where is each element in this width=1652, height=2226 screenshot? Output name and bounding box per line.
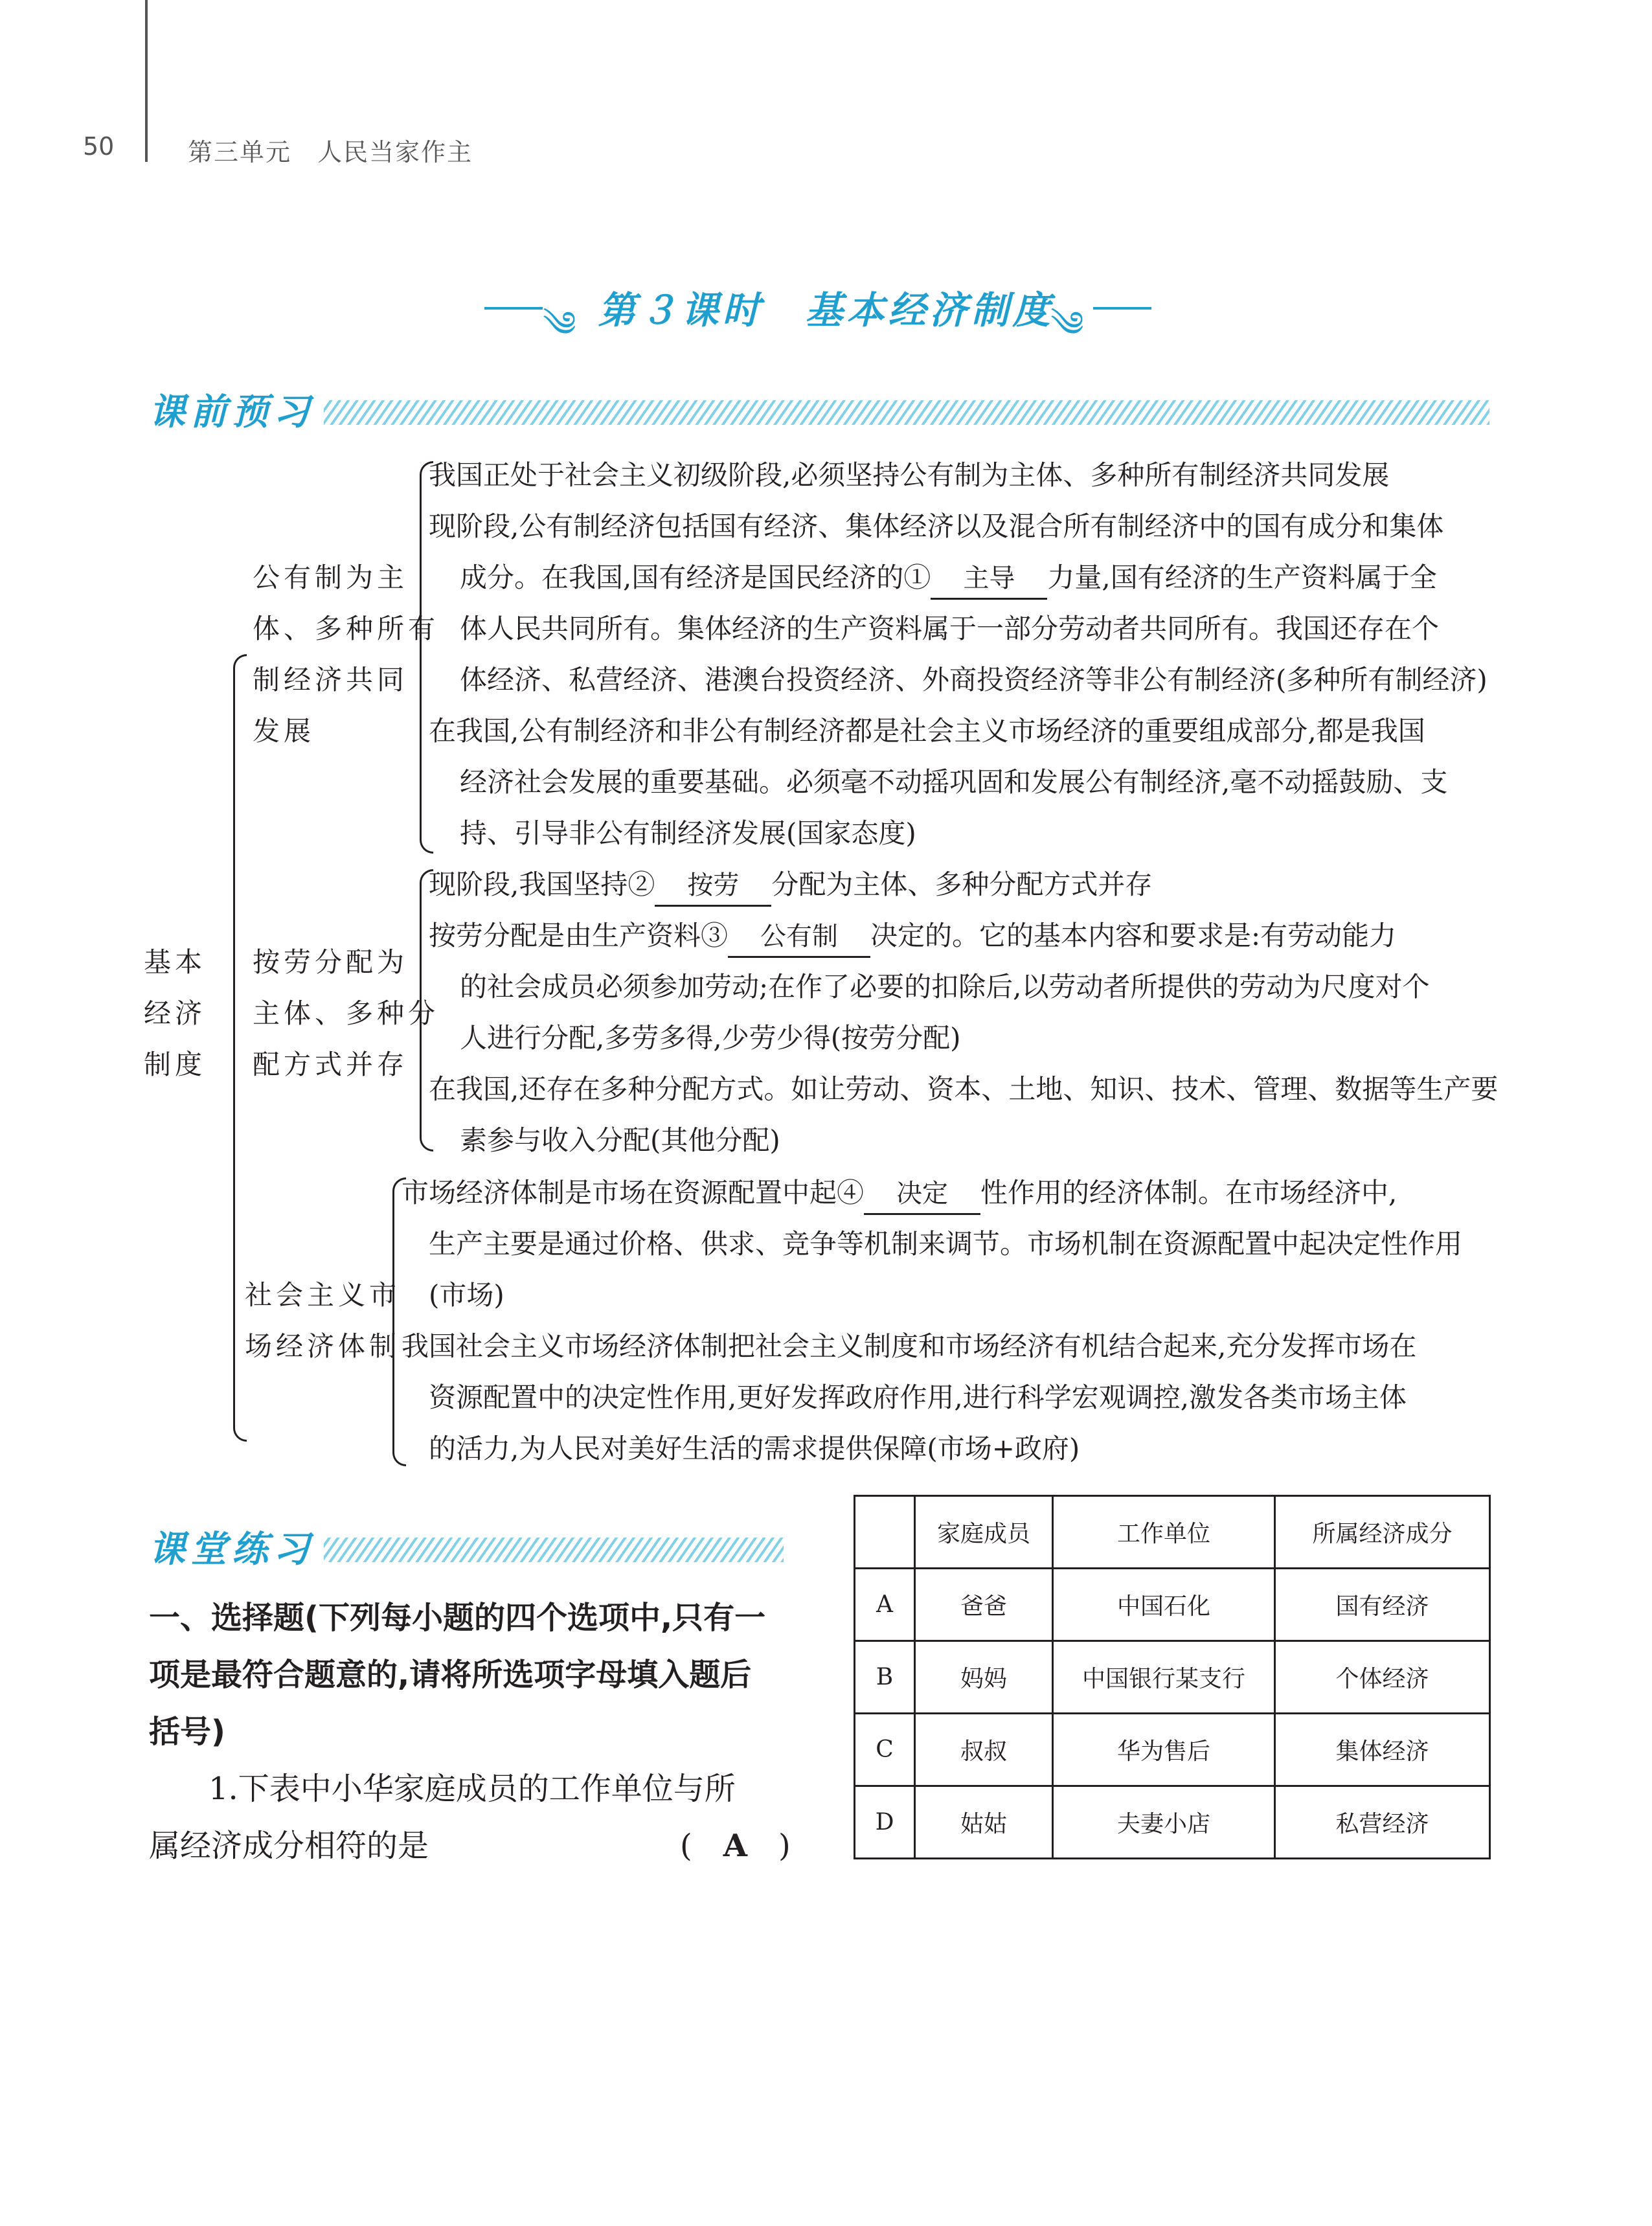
blank-4: 决定 xyxy=(864,1174,980,1215)
table-cell: 妈妈 xyxy=(915,1641,1053,1714)
branch1-label: 公有制为主 体、多种所有 制经济共同 发展 xyxy=(253,562,440,747)
branch1-line-6: 在我国,公有制经济和非公有制经济都是社会主义市场经济的重要组成部分,都是我国 xyxy=(429,715,1425,747)
branch2-label: 按劳分配为 主体、多种分 配方式并存 xyxy=(253,946,440,1080)
table-cell: A xyxy=(855,1569,915,1641)
branch2-line-2: 按劳分配是由生产资料③ 公有制 决定的。它的基本内容和要求是:有劳动能力 xyxy=(429,910,1396,961)
title-deco-right-swirl-icon: ༄ xyxy=(1050,304,1084,345)
branch2-line-4: 人进行分配,多劳多得,少劳少得(按劳分配) xyxy=(460,1022,961,1054)
practice-heading-hatch xyxy=(324,1538,784,1562)
table-cell: C xyxy=(855,1714,915,1786)
question-1-line-2: 属经济成分相符的是 xyxy=(149,1828,429,1864)
table-row xyxy=(855,1714,1490,1786)
preview-heading: 课前预习 xyxy=(149,391,315,433)
branch2-line-5: 在我国,还存在多种分配方式。如让劳动、资本、土地、知识、技术、管理、数据等生产要 xyxy=(429,1073,1499,1105)
branch1-line-2: 现阶段,公有制经济包括国有经济、集体经济以及混合所有制经济中的国有成分和集体 xyxy=(429,510,1444,542)
question-1-answer: ( A ) xyxy=(680,1828,791,1864)
title-deco-left-swirl-icon: ༄ xyxy=(543,304,576,345)
branch3-line-4: 我国社会主义市场经济体制把社会主义制度和市场经济有机结合起来,充分发挥市场在 xyxy=(402,1330,1417,1362)
table-cell: 私营经济 xyxy=(1275,1786,1490,1859)
branch3-line-5: 资源配置中的决定性作用,更好发挥政府作用,进行科学宏观调控,激发各类市场主体 xyxy=(429,1381,1407,1413)
table-cell: 中国银行某支行 xyxy=(1053,1641,1275,1714)
branch3-line-3: (市场) xyxy=(429,1279,504,1311)
title-deco-right-line xyxy=(1093,307,1151,310)
branch2-line-3: 的社会成员必须参加劳动;在作了必要的扣除后,以劳动者所提供的劳动为尺度对个 xyxy=(460,971,1430,1003)
table-header: 工作单位 xyxy=(1053,1496,1275,1569)
table-cell: 姑姑 xyxy=(915,1786,1053,1859)
table-header xyxy=(855,1496,915,1569)
branch1-line-8: 持、引导非公有制经济发展(国家态度) xyxy=(460,817,916,849)
preview-heading-hatch xyxy=(324,400,1489,425)
blank-2: 按劳 xyxy=(655,866,771,907)
section-title: 一、选择题(下列每小题的四个选项中,只有一 项是最符合题意的,请将所选项字母填入题后 括号) xyxy=(149,1600,766,1750)
table-header: 所属经济成分 xyxy=(1275,1496,1490,1569)
lesson-title: 第３课时 基本经济制度 xyxy=(598,288,1054,332)
family-table xyxy=(854,1495,1491,1859)
table-cell: 集体经济 xyxy=(1275,1714,1490,1786)
branch3-label: 社会主义市 场经济体制 xyxy=(245,1279,401,1362)
table-row xyxy=(855,1641,1490,1714)
blank-3: 公有制 xyxy=(728,917,870,958)
branch2-line-1: 现阶段,我国坚持② 按劳 分配为主体、多种分配方式并存 xyxy=(429,859,1152,910)
table-cell: 中国石化 xyxy=(1053,1569,1275,1641)
table-row xyxy=(855,1569,1490,1641)
branch1-line-5: 体经济、私营经济、港澳台投资经济、外商投资经济等非公有制经济(多种所有制经济) xyxy=(460,664,1488,696)
branch3-line-6: 的活力,为人民对美好生活的需求提供保障(市场+政府) xyxy=(429,1433,1080,1464)
table-cell: 国有经济 xyxy=(1275,1569,1490,1641)
table-cell: 个体经济 xyxy=(1275,1641,1490,1714)
header-rule xyxy=(145,0,148,162)
table-cell: D xyxy=(855,1786,915,1859)
root-label: 基本经济制度 xyxy=(144,946,207,1080)
table-cell: B xyxy=(855,1641,915,1714)
page-number: 50 xyxy=(83,132,115,161)
question-1-line-1: 1.下表中小华家庭成员的工作单位与所 xyxy=(209,1771,736,1807)
table-header: 家庭成员 xyxy=(915,1496,1053,1569)
branch1-line-1: 我国正处于社会主义初级阶段,必须坚持公有制为主体、多种所有制经济共同发展 xyxy=(429,459,1390,491)
table-cell: 夫妻小店 xyxy=(1053,1786,1275,1859)
branch1-line-3: 成分。在我国,国有经济是国民经济的① 主导 力量,国有经济的生产资料属于全 xyxy=(460,552,1437,603)
table-cell: 爸爸 xyxy=(915,1569,1053,1641)
branch1-line-7: 经济社会发展的重要基础。必须毫不动摇巩固和发展公有制经济,毫不动摇鼓励、支 xyxy=(460,766,1448,798)
table-header-row xyxy=(855,1496,1490,1569)
blank-1: 主导 xyxy=(931,559,1047,600)
table-cell: 叔叔 xyxy=(915,1714,1053,1786)
practice-heading: 课堂练习 xyxy=(149,1528,315,1571)
table-row xyxy=(855,1786,1490,1859)
unit-title: 第三单元 人民当家作主 xyxy=(188,138,473,166)
branch2-line-6: 素参与收入分配(其他分配) xyxy=(460,1124,780,1156)
branch3-line-1: 市场经济体制是市场在资源配置中起④ 决定 性作用的经济体制。在市场经济中, xyxy=(402,1167,1397,1218)
branch1-line-4: 体人民共同所有。集体经济的生产资料属于一部分劳动者共同所有。我国还存在个 xyxy=(460,613,1440,644)
branch3-line-2: 生产主要是通过价格、供求、竞争等机制来调节。市场机制在资源配置中起决定性作用 xyxy=(429,1228,1463,1260)
table-cell: 华为售后 xyxy=(1053,1714,1275,1786)
